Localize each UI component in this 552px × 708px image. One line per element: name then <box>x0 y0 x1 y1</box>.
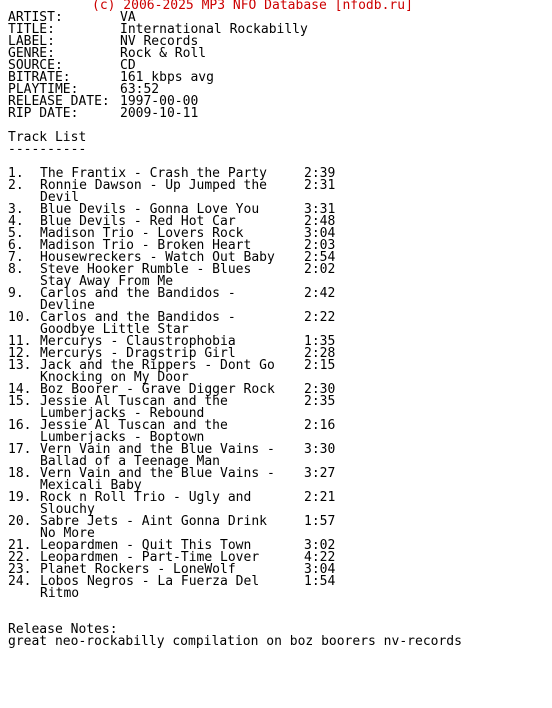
meta-value: CD <box>120 58 136 73</box>
track-row <box>8 444 552 468</box>
track-duration: 3:02 <box>304 538 336 553</box>
track-number: 4. <box>8 214 24 229</box>
track-row <box>8 396 552 420</box>
track-duration: 1:57 <box>304 514 336 529</box>
track-duration: 2:02 <box>304 262 336 277</box>
track-duration: 3:27 <box>304 466 336 481</box>
track-duration: 3:31 <box>304 202 336 217</box>
track-duration: 3:04 <box>304 562 336 577</box>
track-row <box>8 576 552 600</box>
track-title-line: Blue Devils - Gonna Love You <box>40 202 260 217</box>
track-duration: 2:35 <box>304 394 336 409</box>
meta-value: Rock & Roll <box>120 46 207 61</box>
track-title <box>40 312 304 336</box>
track-duration: 2:48 <box>304 214 336 229</box>
meta-value: VA <box>120 10 136 25</box>
track-number: 22. <box>8 550 32 565</box>
track-title-line: Knocking on My Door <box>40 370 189 385</box>
track-title-line: Vern Vain and the Blue Vains - <box>40 466 275 481</box>
track-title-line: Madison Trio - Lovers Rock <box>40 226 244 241</box>
track-title-line: No More <box>40 526 95 541</box>
track-title <box>40 264 304 288</box>
meta-row <box>8 108 552 120</box>
track-number: 7. <box>8 250 24 265</box>
track-title-line: Rock n Roll Trio - Ugly and <box>40 490 252 505</box>
track-number: 19. <box>8 490 32 505</box>
track-duration: 2:31 <box>304 178 336 193</box>
track-number: 18. <box>8 466 32 481</box>
track-list <box>8 168 552 600</box>
track-title-line: Steve Hooker Rumble - Blues <box>40 262 252 277</box>
track-title <box>40 468 304 492</box>
track-duration: 2:28 <box>304 346 336 361</box>
track-title-line: Housewreckers - Watch Out Baby <box>40 250 275 265</box>
track-title-line: Mercurys - Dragstrip Girl <box>40 346 236 361</box>
meta-label: SOURCE: <box>8 58 63 73</box>
track-title-line: Jessie Al Tuscan and the <box>40 394 228 409</box>
track-title <box>40 288 304 312</box>
track-title-line: The Frantix - Crash the Party <box>40 166 267 181</box>
meta-value: 63:52 <box>120 82 160 97</box>
spacer <box>8 120 552 132</box>
track-number: 2. <box>8 178 24 193</box>
meta-value: NV Records <box>120 34 199 49</box>
meta-value: 161 kbps avg <box>120 70 214 85</box>
track-duration: 2:39 <box>304 166 336 181</box>
track-title-line: Slouchy <box>40 502 95 517</box>
track-title-line: Lumberjacks - Boptown <box>40 430 205 445</box>
meta-label: TITLE: <box>8 22 55 37</box>
track-duration: 2:15 <box>304 358 336 373</box>
meta-value: International Rockabilly <box>120 22 308 37</box>
track-duration: 2:16 <box>304 418 336 433</box>
track-row <box>8 312 552 336</box>
track-title <box>40 576 304 600</box>
track-title-line: Carlos and the Bandidos - <box>40 310 236 325</box>
track-row <box>8 360 552 384</box>
track-number: 21. <box>8 538 32 553</box>
track-duration: 2:42 <box>304 286 336 301</box>
spacer <box>8 600 552 612</box>
track-number: 13. <box>8 358 32 373</box>
track-number: 12. <box>8 346 32 361</box>
track-row <box>8 420 552 444</box>
track-number: 20. <box>8 514 32 529</box>
track-title-line: Leopardmen - Quit This Town <box>40 538 252 553</box>
release-notes-heading: Release Notes: <box>8 622 118 637</box>
meta-label: PLAYTIME: <box>8 82 79 97</box>
meta-row <box>8 48 552 60</box>
track-title-line: Lobos Negros - La Fuerza Del <box>40 574 260 589</box>
track-title-line: Madison Trio - Broken Heart <box>40 238 252 253</box>
meta-label: GENRE: <box>8 46 55 61</box>
track-title <box>40 444 304 468</box>
track-duration: 2:03 <box>304 238 336 253</box>
meta-label: LABEL: <box>8 34 55 49</box>
nfodb-banner: (c) 2006-2025 MP3 NFO Database [nfodb.ru] <box>92 0 413 13</box>
track-row <box>8 180 552 204</box>
track-title-line: Planet Rockers - LoneWolf <box>40 562 236 577</box>
track-title <box>40 396 304 420</box>
track-row <box>8 492 552 516</box>
track-title-line: Goodbye Little Star <box>40 322 189 337</box>
track-duration: 3:30 <box>304 442 336 457</box>
meta-label: BITRATE: <box>8 70 71 85</box>
track-title-line: Ritmo <box>40 586 80 601</box>
track-number: 10. <box>8 310 32 325</box>
track-number: 23. <box>8 562 32 577</box>
track-title-line: Carlos and the Bandidos - <box>40 286 236 301</box>
track-title-line: Stay Away From Me <box>40 274 174 289</box>
meta-label: ARTIST: <box>8 10 63 25</box>
track-title-line: Devil <box>40 190 80 205</box>
meta-row <box>8 24 552 36</box>
track-number: 11. <box>8 334 32 349</box>
track-row <box>8 264 552 288</box>
track-title-line: Ballad of a Teenage Man <box>40 454 221 469</box>
meta-label: RIP DATE: <box>8 106 79 121</box>
track-title-line: Leopardmen - Part-Time Lover <box>40 550 260 565</box>
meta-row <box>8 72 552 84</box>
track-title <box>40 492 304 516</box>
track-duration: 2:54 <box>304 250 336 265</box>
track-title-line: Sabre Jets - Aint Gonna Drink <box>40 514 267 529</box>
track-title-line: Vern Vain and the Blue Vains - <box>40 442 275 457</box>
track-number: 5. <box>8 226 24 241</box>
track-duration: 2:21 <box>304 490 336 505</box>
track-title-line: Mexicali Baby <box>40 478 142 493</box>
track-number: 24. <box>8 574 32 589</box>
track-title-line: Blue Devils - Red Hot Car <box>40 214 236 229</box>
track-number: 9. <box>8 286 24 301</box>
track-duration: 4:22 <box>304 550 336 565</box>
release-meta <box>8 12 552 120</box>
track-title-line: Jessie Al Tuscan and the <box>40 418 228 433</box>
track-row <box>8 288 552 312</box>
track-title-line: Ronnie Dawson - Up Jumped the <box>40 178 267 193</box>
track-title <box>40 180 304 204</box>
meta-label: RELEASE DATE: <box>8 94 110 109</box>
track-duration: 1:35 <box>304 334 336 349</box>
track-duration: 3:04 <box>304 226 336 241</box>
track-number: 15. <box>8 394 32 409</box>
track-title-line: Mercurys - Claustrophobia <box>40 334 236 349</box>
track-title-line: Lumberjacks - Rebound <box>40 406 205 421</box>
track-number: 17. <box>8 442 32 457</box>
release-notes-text: great neo-rockabilly compilation on boz boorers nv-records <box>8 634 462 649</box>
track-number: 1. <box>8 166 24 181</box>
track-title-line: Devline <box>40 298 95 313</box>
track-row <box>8 516 552 540</box>
track-number: 14. <box>8 382 32 397</box>
track-number: 8. <box>8 262 24 277</box>
meta-row <box>8 36 552 48</box>
track-duration: 1:54 <box>304 574 336 589</box>
tracklist-heading: Track List <box>8 130 87 145</box>
tracklist-underline: ---------- <box>8 142 87 157</box>
track-duration: 2:30 <box>304 382 336 397</box>
track-title <box>40 516 304 540</box>
track-number: 6. <box>8 238 24 253</box>
track-title-line: Boz Boorer - Grave Digger Rock <box>40 382 275 397</box>
track-title <box>40 360 304 384</box>
track-title <box>40 420 304 444</box>
meta-value: 2009-10-11 <box>120 106 199 121</box>
track-number: 3. <box>8 202 24 217</box>
meta-value: 1997-00-00 <box>120 94 199 109</box>
meta-row <box>8 60 552 72</box>
track-number: 16. <box>8 418 32 433</box>
track-title-line: Jack and the Rippers - Dont Go <box>40 358 275 373</box>
meta-row <box>8 96 552 108</box>
track-row <box>8 468 552 492</box>
track-duration: 2:22 <box>304 310 336 325</box>
